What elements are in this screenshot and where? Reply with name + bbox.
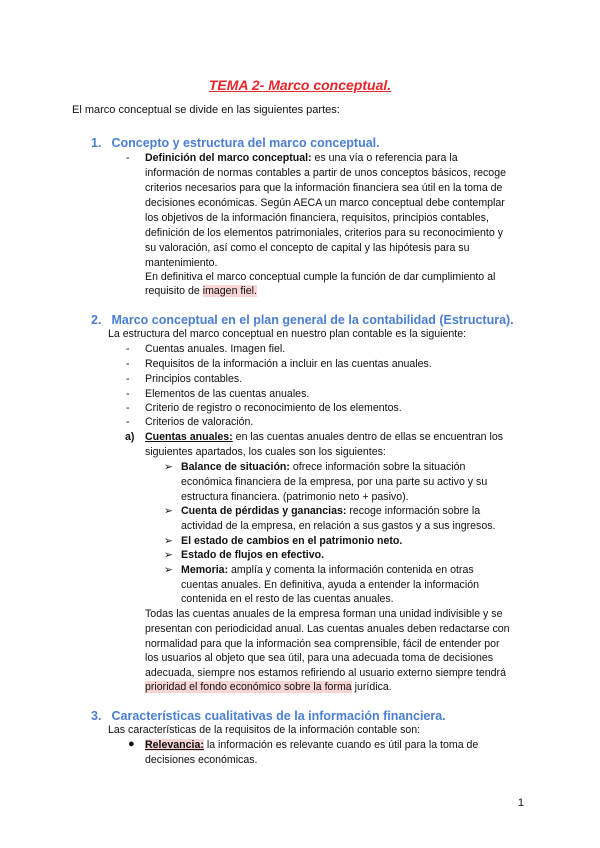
- highlighted-text: prioridad el fondo económico sobre la forma: [145, 681, 352, 693]
- arrow-item: Memoria: amplía y comenta la información contenida en otras: [181, 564, 474, 576]
- section-1-heading: [91, 136, 380, 150]
- section-intro: Las características de la requisitos de la información contable son:: [108, 724, 421, 736]
- section-title: Características cualitativas de la información financiera.: [111, 709, 446, 723]
- arrow-bullet-icon: ➢: [164, 505, 173, 517]
- sublist-a-line: Cuentas anuales: en las cuentas anuales dentro de ellas se encuentran los: [145, 431, 504, 443]
- dash-bullet: -: [126, 388, 130, 400]
- bullet-item: Relevancia: la información es relevante cuando es útil para la toma de: [145, 739, 479, 751]
- list-item: Cuentas anuales. Imagen fiel.: [145, 343, 286, 355]
- text-line: normalidad para que la información sea comprensible, fácil de entender por: [145, 638, 500, 650]
- text-line: adecuada, siempre nos estamos refiriendo al usuario externo siempre tendrá: [145, 667, 506, 679]
- text-line: presentan con periodicidad anual. Las cuentas anuales deben redactarse con: [145, 623, 510, 635]
- arrow-item: Balance de situación: ofrece información sobre la situación: [181, 461, 466, 473]
- text-line: mantenimiento.: [145, 257, 218, 269]
- dash-bullet: -: [126, 373, 130, 385]
- list-item: Criterios de valoración.: [145, 416, 254, 428]
- text-line: decisiones económicas. Según AECA un marco conceptual debe contemplar: [145, 197, 505, 209]
- text-line: económica financiera de la empresa, por una parte su activo y su: [181, 476, 488, 488]
- intro-text: El marco conceptual se divide en las siguientes partes:: [72, 104, 340, 116]
- arrow-item: Cuenta de pérdidas y ganancias: recoge información sobre la: [181, 505, 481, 517]
- list-item: Elementos de las cuentas anuales.: [145, 388, 310, 400]
- text-line: actividad de la empresa, en relación a sus gastos y a sus ingresos.: [181, 520, 496, 532]
- list-item: Requisitos de la información a incluir en las cuentas anuales.: [145, 358, 432, 370]
- section-title: Concepto y estructura del marco conceptual.: [111, 136, 380, 150]
- section-title: Marco conceptual en el plan general de la contabilidad (Estructura).: [111, 313, 514, 327]
- arrow-item: El estado de cambios en el patrimonio neto.: [181, 535, 403, 547]
- section-2-heading: [91, 313, 514, 327]
- arrow-bullet-icon: ➢: [164, 535, 173, 547]
- definition-label: Definición del marco conceptual:: [145, 152, 312, 164]
- dash-bullet: -: [126, 343, 130, 355]
- text-line: su valoración, así como el concepto de capital y las hipótesis para su: [145, 242, 470, 254]
- bullet-dot-icon: ●: [128, 738, 135, 750]
- definition-line: Definición del marco conceptual: es una vía o referencia para la: [145, 152, 458, 164]
- arrow-bullet-icon: ➢: [164, 461, 173, 473]
- sublist-label: Cuentas anuales:: [145, 431, 233, 443]
- text-line: los objetivos de la información financiera, requisitos, principios contables,: [145, 212, 489, 224]
- highlighted-label: Relevancia:: [145, 739, 204, 751]
- dash-bullet: -: [126, 152, 130, 164]
- text-line: prioridad el fondo económico sobre la forma jurídica.: [145, 681, 392, 693]
- dash-bullet: -: [126, 358, 130, 370]
- section-number: 2.: [91, 313, 102, 327]
- text-line: En definitiva el marco conceptual cumple la función de dar cumplimiento al: [145, 271, 496, 283]
- list-item: Criterio de registro o reconocimiento de los elementos.: [145, 402, 402, 414]
- sublist-letter: a): [125, 431, 135, 443]
- arrow-item: Estado de flujos en efectivo.: [181, 549, 325, 561]
- dash-bullet: -: [126, 402, 130, 414]
- text-line: definición de los elementos patrimoniales, criterios para su reconocimiento y: [145, 227, 504, 239]
- highlighted-text: imagen fiel.: [202, 285, 257, 297]
- text-line: estructura financiera. (patrimonio neto + pasivo).: [181, 491, 409, 503]
- text-line: los usuarios al objeto que sea útil, para una adecuada toma de decisiones: [145, 652, 494, 664]
- dash-bullet: -: [126, 416, 130, 428]
- section-3-heading: [91, 709, 446, 723]
- text-line: información de normas contables a partir de unos conceptos básicos, recoge: [145, 167, 506, 179]
- page-title: TEMA 2- Marco conceptual.: [208, 77, 392, 93]
- page-number: 1: [517, 797, 524, 809]
- text-line: requisito de imagen fiel.: [145, 285, 257, 297]
- text-line: decisiones económicas.: [145, 754, 258, 766]
- section-number: 1.: [91, 136, 102, 150]
- list-item: Principios contables.: [145, 373, 243, 385]
- arrow-bullet-icon: ➢: [164, 564, 173, 576]
- text-line: cuentas anuales. En definitiva, ayuda a entender la información: [181, 579, 479, 591]
- text-line: contenida en el resto de las cuentas anuales.: [181, 593, 394, 605]
- text-line: Todas las cuentas anuales de la empresa forman una unidad indivisible y se: [145, 608, 503, 620]
- section-intro: La estructura del marco conceptual en nuestro plan contable es la siguiente:: [108, 328, 467, 340]
- section-number: 3.: [91, 709, 102, 723]
- arrow-bullet-icon: ➢: [164, 549, 173, 561]
- text-line: criterios necesarios para que la información financiera sea útil en la toma de: [145, 182, 503, 194]
- text-line: siguientes apartados, los cuales son los siguientes:: [145, 446, 386, 458]
